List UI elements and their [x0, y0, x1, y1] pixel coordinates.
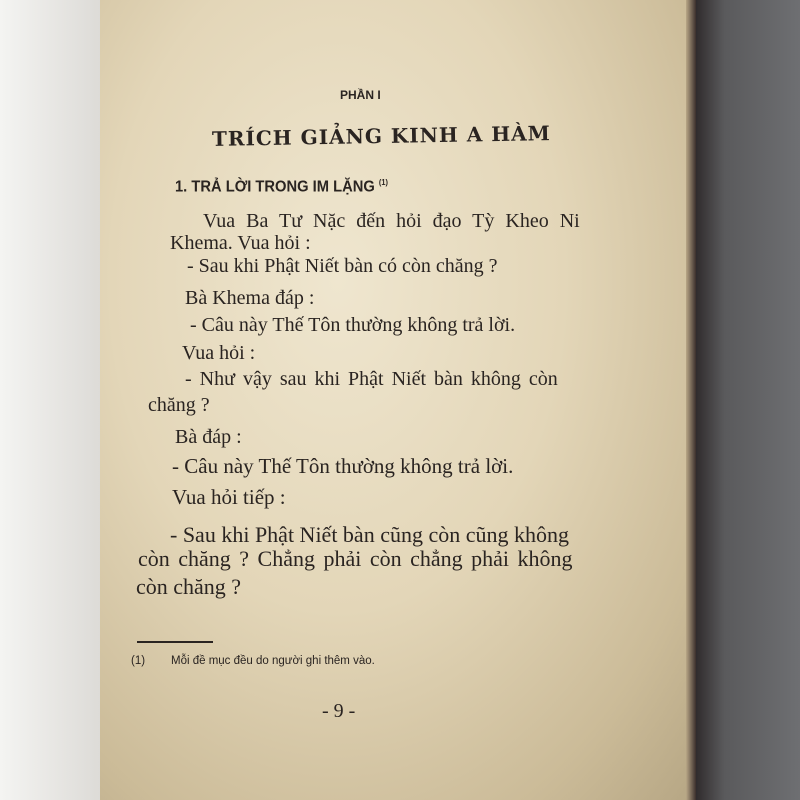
background-left [0, 0, 104, 800]
footnote-marker: (1) [378, 178, 388, 187]
text-line: - Sau khi Phật Niết bàn cũng còn cũng không [170, 522, 569, 547]
text-line: - Câu này Thế Tôn thường không trả lời. [190, 314, 516, 336]
text-line: Vua hỏi : [182, 342, 256, 364]
text-line: - Sau khi Phật Niết bàn có còn chăng ? [187, 255, 498, 277]
chapter-title: TRÍCH GIẢNG KINH A HÀM [211, 121, 552, 151]
footnote-text: Mỗi đề mục đều do người ghi thêm vào. [171, 655, 375, 667]
background-right [692, 0, 800, 800]
text-line: còn chăng ? Chẳng phải còn chẳng phải không [138, 546, 573, 571]
text-line: - Như vậy sau khi Phật Niết bàn không còn [185, 368, 558, 390]
text-line: Bà Khema đáp : [185, 287, 315, 309]
footnote-mark: (1) [131, 655, 146, 667]
section-heading [175, 178, 388, 196]
text-line: Bà đáp : [175, 426, 242, 448]
part-label: PHẦN I [340, 88, 381, 102]
footnote-divider [137, 641, 213, 643]
text-line: Vua Ba Tư Nặc đến hỏi đạo Tỳ Kheo Ni [203, 210, 580, 232]
book-cover-edge [686, 0, 696, 800]
page-number: - 9 - [322, 700, 356, 722]
text-line: Khema. Vua hỏi : [170, 232, 311, 254]
section-heading-text: 1. TRẢ LỜI TRONG IM LẶNG [175, 178, 375, 196]
text-line: còn chăng ? [136, 574, 242, 599]
text-line: Vua hỏi tiếp : [172, 485, 286, 509]
text-line: - Câu này Thế Tôn thường không trả lời. [172, 454, 514, 478]
text-line: chăng ? [148, 394, 210, 416]
